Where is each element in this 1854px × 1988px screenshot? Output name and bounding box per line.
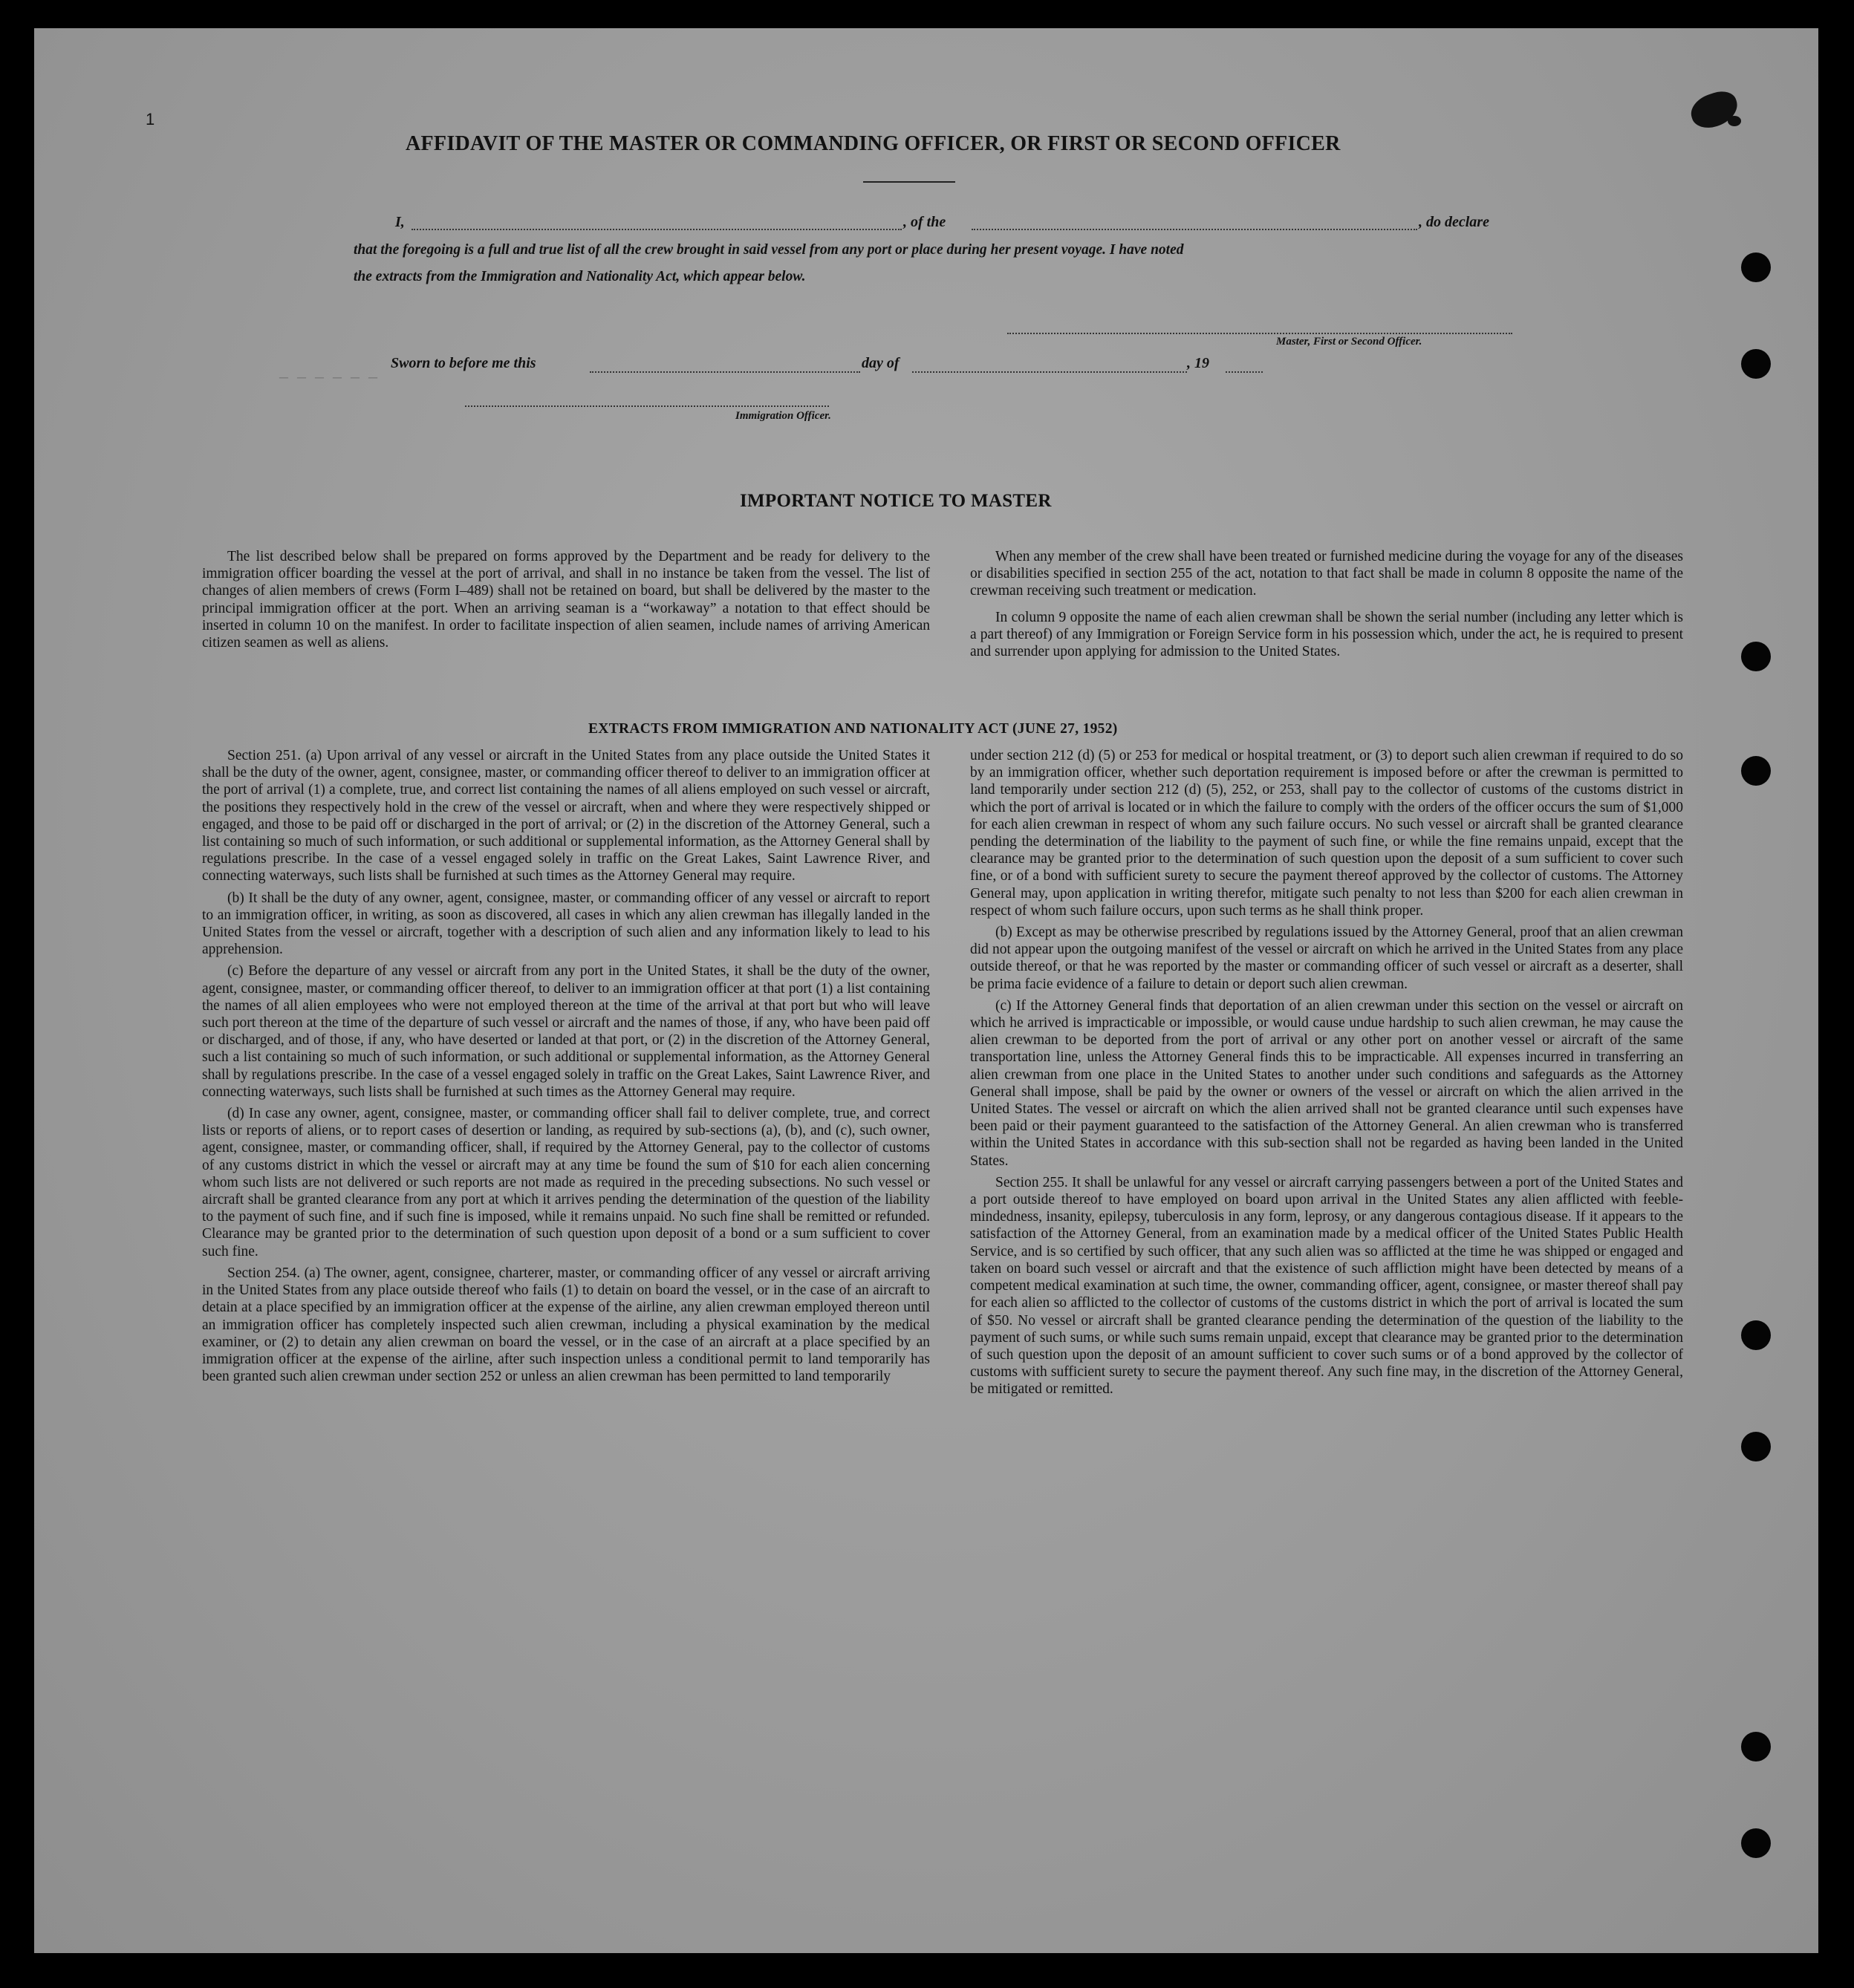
officer-signature-field[interactable] (465, 405, 829, 407)
section-251-b: (b) It shall be the duty of any owner, agent, consignee, master, or commanding officer of any vessel or aircraft to report to an immigration officer, in writing, as soon as discovered, all cases in which any alien crewman has illegally landed in the United States from the vessel or aircraft, together with a description of such alien and any information likely to lead to his apprehension. (202, 890, 930, 958)
notice-right-column (970, 548, 1683, 660)
page-number: 1 (146, 110, 155, 128)
section-254-a-continued: under section 212 (d) (5) or 253 for medical or hospital treatment, or (3) to deport such alien crewman if required to do so by an immigration officer, whether such deportation requirement is imposed before or after the crewman is permitted to land temporarily under section 212 (d) (5), 252, or 253, shall pay to the collector of customs of the customs district in which the port of arrival is located or in which the failure to comply with the orders of the officer occurs the sum of $1,000 for each alien crewman in respect of whom any such failure occurs. No such vessel or aircraft shall be granted clearance pending the determination of the liability to the payment of such fine, or while the fine remains unpaid, except that the clearance may be granted prior to the determination of such question upon the deposit of a sum sufficient to cover such fine, or of a bond with sufficient surety to secure the payment thereof approved by the collector of customs. The Attorney General may, upon application in writing therefor, mitigate such penalty to not less than $200 for each alien crewman in respect of whom such failure occurs, upon such terms as he shall think proper. (970, 748, 1683, 919)
section-254-a: Section 254. (a) The owner, agent, consignee, charterer, master, or commanding officer of any vessel or aircraft arriving in the United States from any place outside thereof who fails (1) to detain on board the vessel, or in the case of an aircraft to detain at a place specified by an immigration officer at the expense of the airline, any alien crewman employed thereon until an immigration officer has completely inspected such alien crewman, including a physical examination by the medical examiner, or (2) to detain any alien crewman on board the vessel, or in the case of an aircraft at a place specified by an immigration officer at the expense of the airline, after such inspection unless a conditional permit to land temporarily has been granted such alien crewman under section 252 or unless an alien crewman has been permitted to land temporarily (202, 1265, 930, 1385)
punch-hole (1741, 252, 1771, 282)
section-254-b: (b) Except as may be otherwise prescribed by regulations issued by the Attorney General, proof that an alien crewman did not appear upon the outgoing manifest of the vessel or aircraft on which he arrived in the United States from any place outside thereof, or that he was reported by the master or commanding officer of such vessel or aircraft as a deserter, shall be prima facie evidence of a failure to detain or deport such alien crewman. (970, 925, 1683, 992)
extracts-right-column (970, 747, 1683, 1398)
section-254-c: (c) If the Attorney General finds that deportation of an alien crewman under this section on the vessel or aircraft on which he arrived is impracticable or impossible, or would cause undue hardship to such alien crewman, he may cause the alien crewman to be deported from the port of arrival or any other port on another vessel or aircraft of the same transportation line, unless the Attorney General finds this to be impracticable. All expenses incurred in transferring an alien crewman from one place in the United States to another under such conditions and safeguards as the Attorney General shall impose, shall be paid by the owner or owners of the vessel or aircraft on which the alien arrived in the United States. The vessel or aircraft on which the alien arrived shall not be granted clearance until such expenses have been paid or their payment guaranteed to the satisfaction of the Attorney General. An alien crewman who is transferred within the United States in accordance with this sub-section shall not be regarded as having been landed in the United States. (970, 997, 1683, 1169)
master-signature-field[interactable] (1007, 333, 1512, 334)
sworn-month-field[interactable] (912, 371, 1187, 373)
punch-hole (1741, 1320, 1771, 1350)
extracts-title: EXTRACTS FROM IMMIGRATION AND NATIONALITY ACT (JUNE 27, 1952) (588, 721, 1118, 737)
vessel-field[interactable] (972, 229, 1417, 230)
bleed-through-text: — — — — — — (279, 370, 378, 387)
section-255: Section 255. It shall be unlawful for any vessel or aircraft carrying passengers between a port of the United States and a port outside thereof to have employed on board upon arrival in the United States any alien afflicted with feeble-mindedness, insanity, epilepsy, tuberculosis in any form, leprosy, or any dangerous contagious disease. If it appears to the satisfaction of the Attorney General, from an examination made by a medical officer of the United States Public Health Service, and is so certified by such officer, that any such alien was so afflicted at the time he was shipped or engaged and taken on board such vessel or aircraft and that the existence of such affliction might have been detected by means of a competent medical examination at such time, the owner, commanding officer, agent, consignee, or master thereof shall pay for each alien so afflicted to the collector of customs of the customs district in which the port of arrival is located the sum of $50. No vessel or aircraft shall be granted clearance pending the determination of the question of the liability to the payment of such sums, or while such sums remain unpaid, except that clearance may be granted prior to the determination of such question upon the deposit of an amount sufficient to cover such sums or of a bond approved by the collector of customs with sufficient surety to secure the payment thereof. Any such fine may, in the discretion of the Attorney General, be mitigated or remitted. (970, 1174, 1683, 1398)
declaration-of-the: , of the (903, 214, 946, 230)
notice-right-paragraph-1: When any member of the crew shall have been treated or furnished medicine during the voyage for any of the diseases or disabilities specified in section 255 of the act, notation to that fact shall be made in column 8 opposite the name of the crewman receiving such treatment or medication. (970, 549, 1683, 599)
notice-right-paragraph-2: In column 9 opposite the name of each alien crewman shall be shown the serial number (including any letter which is a part thereof) of any Immigration or Foreign Service form in his possession which, under the act, he is required to present and surrender upon applying for admission to the United States. (970, 609, 1683, 660)
sworn-year-field[interactable] (1226, 371, 1263, 373)
ink-blot (1728, 116, 1741, 126)
affidavit-title: AFFIDAVIT OF THE MASTER OR COMMANDING OFFICER, OR FIRST OR SECOND OFFICER (406, 132, 1341, 155)
section-251-c: (c) Before the departure of any vessel or aircraft from any port in the United States, it shall be the duty of the owner, agent, consignee, master, or commanding officer thereof, to deliver to an immigration officer at that port (1) a list containing the names of all alien employees who were not employed thereon at the time of the arrival at that port but who will leave such port thereon at the time of the departure of such vessel or aircraft and the names of those, if any, who have been paid off or discharged, and of those, if any, who have deserted or landed at that port, or (2) in the discretion of the Attorney General, such a list containing so much of such information, or such additional or supplemental information, as the Attorney General shall by regulations prescribe. In the case of a vessel engaged solely in traffic on the Great Lakes, Saint Lawrence River, and connecting waterways, such lists shall be furnished at such times as the Attorney General may require. (202, 963, 930, 1100)
document-page (34, 28, 1818, 1953)
name-field[interactable] (412, 229, 902, 230)
declaration-i: I, (395, 214, 405, 230)
section-251-d: (d) In case any owner, agent, consignee, master, or commanding officer shall fail to deliver complete, true, and correct lists or reports of aliens, or to report cases of desertion or landing, as required by sub-sections (a), (b), and (c), such owner, agent, consignee, master, or commanding officer, shall, if required by the Attorney General, pay to the collector of customs of any customs district in which the vessel or aircraft may at any time be found the sum of $10 for each alien concerning whom such lists are not delivered or such reports are not made as required in the preceding subsections. No such vessel or aircraft shall be granted clearance from any port at which it arrives pending the determination of the question of the liability to the payment of such fine, and if such fine is imposed, while it remains unpaid. No such fine shall be remitted or refunded. Clearance may be granted prior to the determination of such question upon deposit of a bond or a sum sufficient to cover such fine. (202, 1106, 930, 1259)
punch-hole (1741, 1732, 1771, 1762)
notice-left-paragraph: The list described below shall be prepared on forms approved by the Department and be ready for delivery to the immigration officer boarding the vessel at the port of arrival, and shall in no instance be taken from the vessel. The list of changes of alien members of crews (Form I–489) shall not be retained on board, but shall be delivered by the master to the principal immigration officer at the port. When an arriving seaman is a “workaway” a notation to that effect should be inserted in column 10 on the manifest. In order to facilitate inspection of alien seamen, include names of arriving American citizen seamen as well as aliens. (202, 549, 930, 651)
sworn-day-field[interactable] (590, 371, 860, 373)
notice-title: IMPORTANT NOTICE TO MASTER (740, 491, 1052, 511)
punch-hole (1741, 642, 1771, 671)
declaration-line-3: the extracts from the Immigration and Nationality Act, which appear below. (354, 269, 806, 284)
punch-hole (1741, 1828, 1771, 1858)
officer-caption: Immigration Officer. (735, 410, 831, 422)
punch-hole (1741, 349, 1771, 379)
punch-hole (1741, 1432, 1771, 1461)
title-rule (863, 181, 955, 183)
year-label: , 19 (1187, 355, 1209, 371)
sworn-label: Sworn to before me this (391, 355, 536, 371)
declaration-line-2: that the foregoing is a full and true list of all the crew brought in said vessel from any port or place during her present voyage. I have noted (354, 242, 1184, 258)
section-251-a: Section 251. (a) Upon arrival of any vessel or aircraft in the United States from any place outside the United States it shall be the duty of the owner, agent, consignee, master, or commanding officer thereof to deliver to an immigration officer at the port of arrival (1) a complete, true, and correct list containing the names of all aliens employed on such vessel or aircraft, the positions they respectively hold in the crew of the vessel or aircraft, when and where they were respectively shipped or engaged, and those to be paid off or discharged in the port of arrival; or (2) in the discretion of the Attorney General, such a list containing so much of such information, or such additional or supplemental information, as the Attorney General shall by regulations prescribe. In the case of a vessel engaged solely in traffic on the Great Lakes, Saint Lawrence River, and connecting waterways, such lists shall be furnished at such times as the Attorney General may require. (202, 748, 930, 884)
master-caption: Master, First or Second Officer. (1276, 336, 1422, 348)
declaration-declare: , do declare (1419, 214, 1489, 230)
notice-left-column (202, 548, 930, 651)
punch-hole (1741, 756, 1771, 786)
extracts-left-column (202, 747, 930, 1385)
day-of-label: day of (862, 355, 900, 371)
